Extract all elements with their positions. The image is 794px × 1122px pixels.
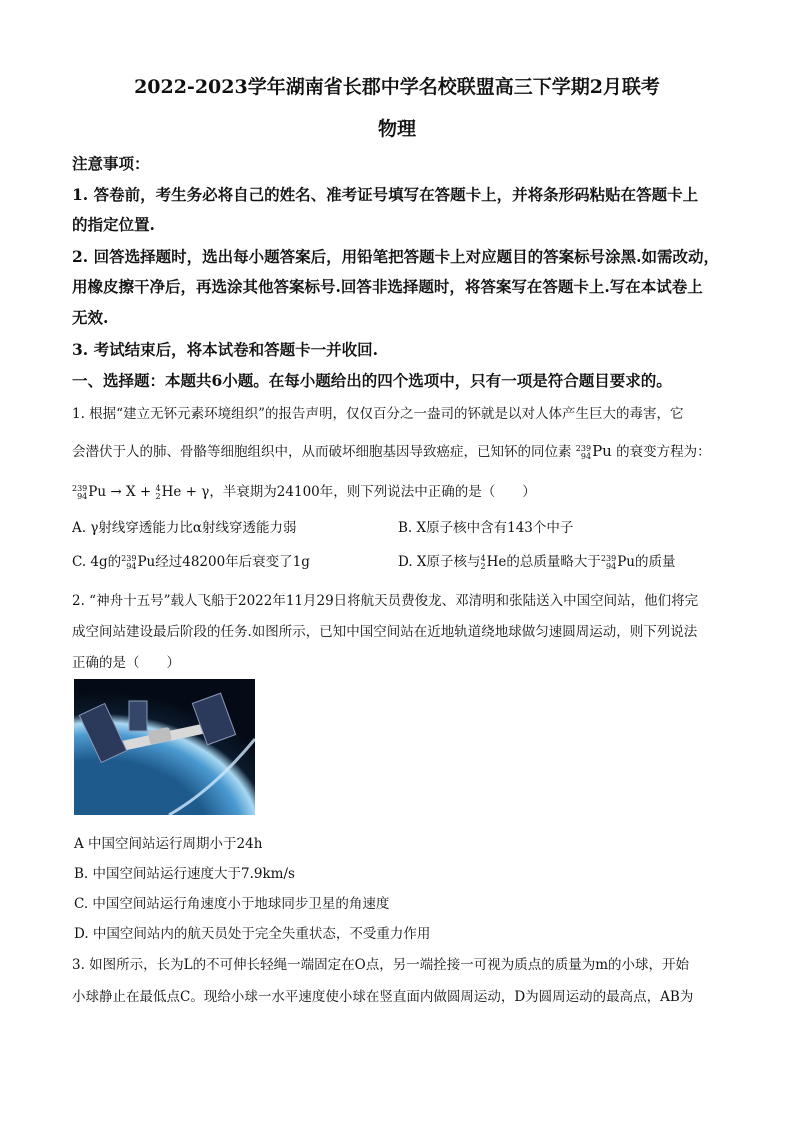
optd-pu-symbol: Pu [617, 554, 635, 570]
pu-symbol: Pu [592, 442, 612, 460]
eq-pu-numbers [72, 485, 87, 501]
optd-pu-numbers [601, 555, 616, 571]
q1-option-d-mid: 的总质量略大于 [506, 554, 601, 570]
optd-pu-z: 94 [606, 561, 617, 571]
q1-option-c-post: 经过48200年后衰变了1g [155, 554, 310, 570]
space-station-illustration [74, 679, 255, 815]
q2-line-2: 成空间站建设最后阶段的任务.如图所示，已知中国空间站在近地轨道绕地球做匀速圆周运动，则下列说法 [72, 624, 698, 640]
q1-option-a: A. γ射线穿透能力比α射线穿透能力弱 [72, 520, 297, 536]
q2-option-b: B. 中国空间站运行速度大于7.9km/s [74, 866, 295, 882]
optc-pu-mass: 239 [121, 553, 137, 563]
q1-option-b: B. X原子核中含有143个中子 [398, 520, 574, 536]
q1-line-3-rest: ，半衰期为24100年，则下列说法中正确的是（ ） [209, 484, 536, 500]
pu-atomic-number: 94 [580, 451, 592, 461]
q1-option-c-pre: C. 4g的 [72, 554, 122, 570]
note-1-line-1: 1. 答卷前，考生务必将自己的姓名、准考证号填写在答题卡上，并将条形码粘贴在答题卡上 [72, 185, 699, 204]
q2-option-d: D. 中国空间站内的航天员处于完全失重状态，不受重力作用 [74, 926, 431, 942]
eq-arrow-x: → X + [110, 484, 152, 500]
pu-nuclide-numbers [576, 445, 591, 461]
note-2-line-1: 2. 回答选择题时，选出每小题答案后，用铅笔把答题卡上对应题目的答案标号涂黑.如需改动， [72, 247, 719, 266]
q2-line-3: 正确的是（ ） [72, 655, 180, 671]
note-2-line-2: 用橡皮擦干净后，再选涂其他答案标号.回答非选择题时，将答案写在答题卡上.写在本试卷上 [72, 277, 703, 296]
pu-mass-number: 239 [575, 443, 592, 453]
exam-title: 2022-2023学年湖南省长郡中学名校联盟高三下学期2月联考 [134, 76, 660, 98]
optc-pu-numbers [121, 555, 136, 571]
eq-pu-symbol: Pu [88, 484, 107, 500]
q1-line-3 [72, 480, 722, 501]
q3-line-2: 小球静止在最低点C。现给小球一水平速度使小球在竖直面内做圆周运动，D为圆周运动的最高点，AB为 [72, 989, 694, 1005]
q1-option-c [72, 550, 310, 571]
section-1-heading: 一、选择题：本题共6小题。在每小题给出的四个选项中，只有一项是符合题目要求的。 [72, 371, 672, 390]
note-2-line-3: 无效. [72, 308, 109, 327]
eq-he-numbers [155, 485, 160, 501]
q2-option-a: A 中国空间站运行周期小于24h [74, 836, 263, 852]
q1-line-2-text: 会潜伏于人的肺、骨骼等细胞组织中，从而破坏细胞基因导致癌症，已知钚的同位素 [72, 444, 572, 460]
optd-he-z: 2 [480, 561, 486, 571]
q1-line-2-end: 的衰变方程为： [616, 444, 711, 460]
q1-option-d [398, 550, 675, 571]
eq-gamma: + γ [185, 484, 210, 500]
q1-option-d-post: 的质量 [634, 554, 676, 570]
optc-pu-z: 94 [126, 561, 137, 571]
optd-he-symbol: He [486, 554, 507, 570]
eq-he-mass: 4 [155, 483, 161, 493]
optd-pu-mass: 239 [600, 553, 617, 563]
eq-he-z: 2 [155, 491, 161, 501]
notes-heading: 注意事项： [72, 154, 150, 173]
space-station-image [74, 679, 255, 815]
q1-option-d-pre: D. X原子核与 [398, 554, 481, 570]
q2-line-1: 2. “神舟十五号”载人飞船于2022年11月29日将航天员费俊龙、邓清明和张陆送入中国空间站，他们将完 [72, 593, 699, 609]
q1-line-2 [72, 440, 722, 461]
q3-line-1: 3. 如图所示，长为L的不可伸长轻绳一端固定在O点，另一端拴接一可视为质点的质量为m的小球，开始 [72, 957, 690, 973]
q2-option-c: C. 中国空间站运行角速度小于地球同步卫星的角速度 [74, 896, 390, 912]
optc-pu-symbol: Pu [137, 554, 156, 570]
eq-pu-mass: 239 [72, 483, 88, 493]
optd-he-numbers [481, 555, 486, 571]
note-3: 3. 考试结束后，将本试卷和答题卡一并收回. [72, 340, 378, 359]
eq-he-symbol: He [161, 484, 182, 500]
exam-subject: 物理 [377, 118, 416, 140]
eq-pu-z: 94 [77, 491, 88, 501]
note-1-line-2: 的指定位置. [72, 215, 155, 234]
optd-he-mass: 4 [480, 553, 486, 563]
q1-line-1: 1. 根据“建立无钚元素环境组织”的报告声明，仅仅百分之一盎司的钚就是以对人体产生巨大的毒害，它 [72, 406, 684, 422]
